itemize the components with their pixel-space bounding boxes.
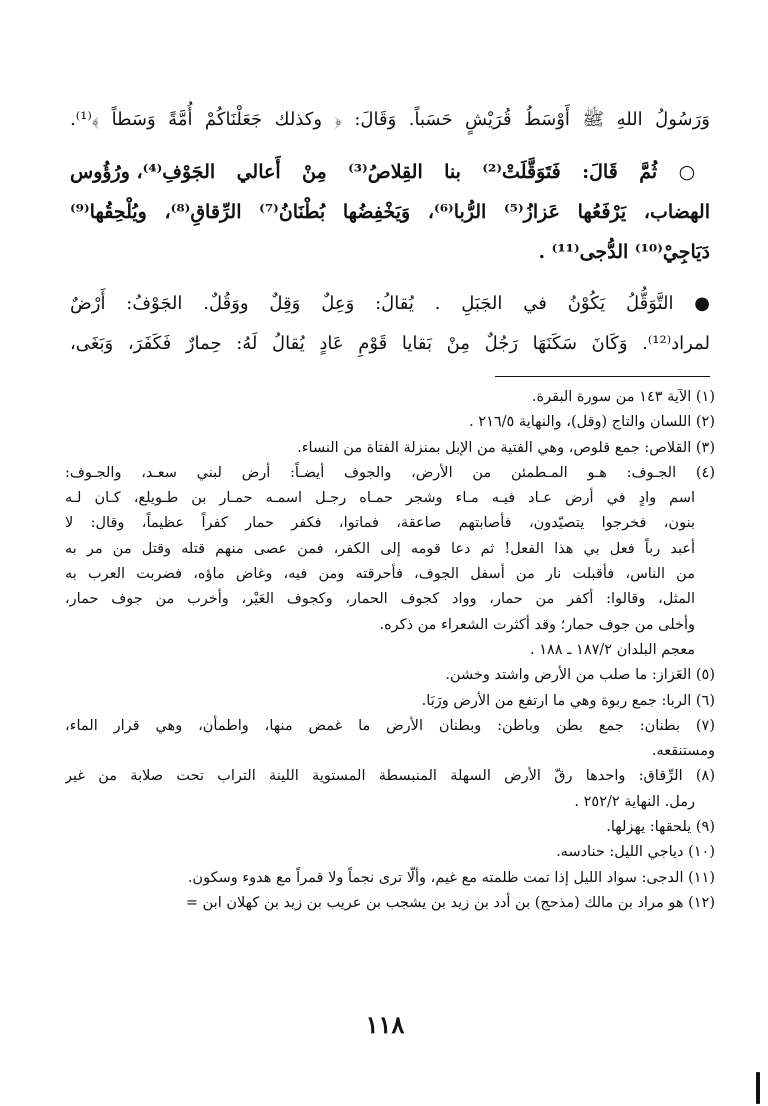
footnote-line: (٨) الرِّقاق: واحدها رقّ الأرض السهلة المنبسطة المستوية اللينة التراب تحت صلابة من غير xyxy=(65,768,715,785)
footnote-line: من الناس، فأقبلت نار من أسفل الجوف، فأحرقته ومن فيه، وغاض ماؤه، فضربت العرب به xyxy=(65,566,695,583)
footnote-line: (٧) بطنان: جمع بطن وباطن: وبطنان الأرض ما غمض منها، واطمأن، وهي قرار الماء، xyxy=(65,717,715,734)
footnote-line: رمل. النهاية ٢٥٢/٢ . xyxy=(574,793,695,810)
footnote-line: (٩) يلحقها: يهزلها. xyxy=(606,819,715,836)
footnote-divider xyxy=(495,376,710,377)
main-text-line: ● التَّوَقُّلُ يَكُوْنُ في الجَبَلِ . يُقالُ: وَعِلٌ وَقِلٌ ووَقُلٌ. الجَوْفُ: أَرْضٌ xyxy=(70,293,710,314)
main-text-line: الهضاب، يَرْفَعُها عَزازُ⁽⁵⁾ الرُّبا⁽⁶⁾، وَيَخْفِضُها بُطْنَانُ⁽⁷⁾ الرِّقاقِ⁽⁸⁾، ويُلْحِقُها⁽⁹⁾ xyxy=(70,201,710,223)
page-edge-mark xyxy=(756,1072,760,1104)
footnote-line: (١) الآية ١٤٣ من سورة البقرة. xyxy=(531,389,715,405)
footnote-line: (٥) العَزاز: ما صلب من الأرض واشتد وخشن. xyxy=(445,667,715,684)
paragraph-spacer xyxy=(70,272,710,284)
main-text-line: دَيَاجِيْ⁽¹⁰⁾ الدُّجى⁽¹¹⁾ . xyxy=(538,241,710,263)
footnote-line: وأخلى من جوف حمار؛ وقد أكثرت الشعراء من ذكره. xyxy=(379,616,695,633)
footnotes-block xyxy=(65,385,715,916)
footnote-line: بنون، فخرجوا يتصيّدون، فأصابتهم صاعقة، فماتوا، فكفر حمار كفراً عظيماً، وقال: لا xyxy=(65,515,695,532)
footnote-line: ومستنقعه. xyxy=(651,743,715,760)
main-text-line: لمراد⁽¹²⁾. وَكَانَ سَكَنَهَا رَجُلٌ مِنْ بَقايا قَوْمِ عَادٍ يُقالُ لَهُ: حِمارٌ فَكَفَرَ، وَبَغَى، xyxy=(70,333,710,354)
footnote-line: أعبد رباً فعل بي هذا الفعل! ثم دعا قومه إلى الكفر، فمن عصى منهم قتله وقتل من مر به xyxy=(65,540,695,557)
footnote-line: (٤) الجـوف: هـو المـطمئن من الأرض، والجوف أيضـاً: أرض لبني سعـد، والجـوف: xyxy=(65,464,715,481)
footnote-line: المثل، وقالوا: أكفر من حمار، وواد كجوف الحمار، وكجوف العَيْر، وأخرب من جوف حمار، xyxy=(65,591,695,608)
footnote-line: معجم البلدان ١٨٧/٢ ـ ١٨٨ . xyxy=(529,641,695,658)
footnote-line: (١١) الدجى: سواد الليل إذا تمت ظلمته مع غيم، وألَّا ترى نجماً ولا قمراً مع هدوء وسكون. xyxy=(187,869,715,886)
footnote-line: (١٢) هو مراد بن مالك (مذحج) بن أدد بن زيد بن يشجب بن عريب بن زيد بن كهلان ابن = xyxy=(185,894,715,911)
main-text-line: ○ ثُمَّ قَالَ: فَتَوَقَّلَتْ⁽²⁾ بنا القِلاصُ⁽³⁾ مِنْ أَعالي الجَوْفِ⁽⁴⁾، ورُؤُوس xyxy=(70,161,710,183)
main-text-block xyxy=(70,100,710,364)
footnote-line: (٢) اللسان والتاج (وقل)، والنهاية ٢١٦/٥ . xyxy=(469,414,715,431)
footnote-line: (٣) القلاص: جمع قلوص، وهي الفتية من الإبل بمنزلة الفتاة من النساء. xyxy=(297,439,715,456)
footnote-line: (١٠) دياجي الليل: حنادسه. xyxy=(556,844,715,861)
footnote-line: اسم وادٍ في أرض عـاد فيـه مـاء وشجر حمـاه رجـل اسمـه حمـار بن طـويلع، كـان لـه xyxy=(65,490,695,507)
paragraph-spacer xyxy=(70,140,710,152)
footnote-line: (٦) الربا: جمع ربوة وهي ما ارتفع من الأرض ورَبَا. xyxy=(421,692,715,709)
page-number: ١١٨ xyxy=(365,1010,405,1039)
main-text-line: وَرَسُولُ اللهِ ﷺ أَوْسَطُ قُرَيْشٍ حَسَباً. وَقَالَ: ﴿ وكذلك جَعَلْنَاكُمْ أُمَّةً وَسَطاً ﴾⁽¹⁾. xyxy=(70,109,710,130)
